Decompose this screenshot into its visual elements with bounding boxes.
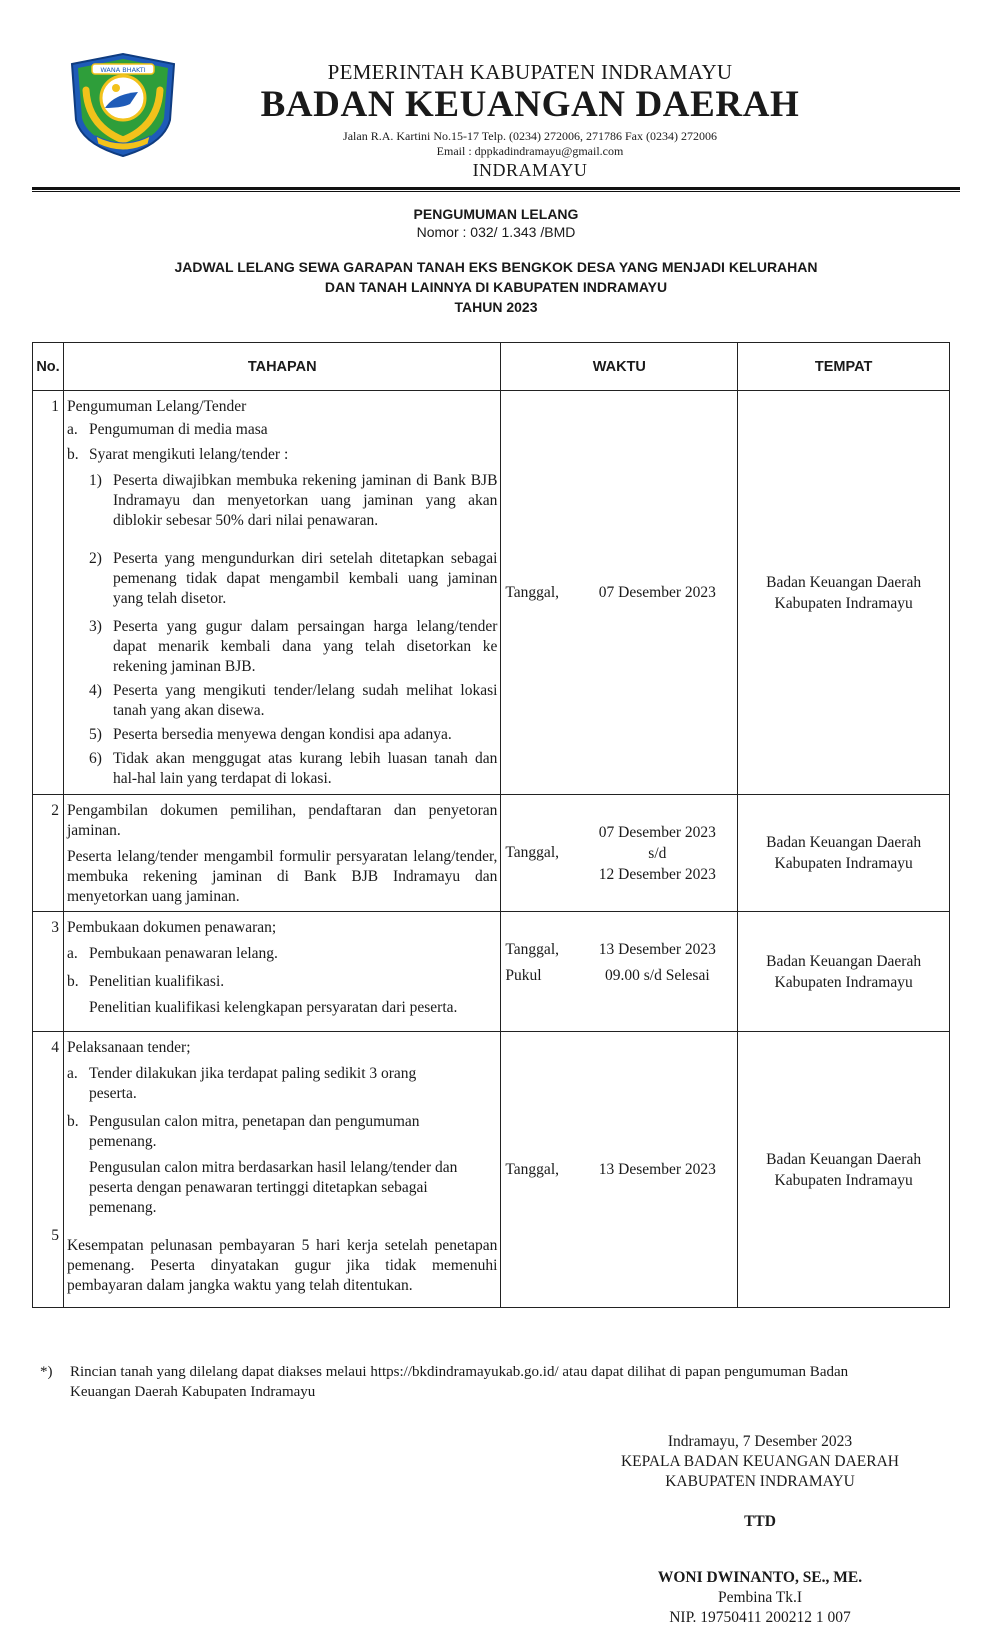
stage-subitem (67, 1112, 497, 1152)
stage-subitem (67, 445, 497, 465)
table-row (33, 795, 950, 912)
row-place (738, 1032, 950, 1308)
announcement-title: PENGUMUMAN LELANG (413, 206, 579, 222)
payment-deadline-text: Kesempatan pelunasan pembayaran 5 hari kerja setelah penetapan pemenang. Peserta dinyatakan gugur jika tidak memenuhi pembayaran dalam jangka waktu yang telah ditentukan. (66, 1237, 498, 1294)
time-to: 12 Desember 2023 (598, 865, 716, 883)
row-number: 3 (33, 912, 64, 1032)
header-tahapan: TAHAPAN (63, 343, 500, 391)
requirement-text: Peserta yang mengundurkan diri setelah ditetapkan sebagai pemenang tidak dapat mengambil kembali uang jaminan yang telah disetor. (112, 550, 498, 607)
time-value: 13 Desember 2023 (598, 1160, 716, 1178)
requirement-text: Peserta yang gugur dalam persaingan harga lelang/tender dapat menarik kembali dana yang telah disetorkan ke rekening jaminan BJB. (112, 618, 498, 675)
subitem-text: Pengumuman di media masa (88, 421, 268, 438)
place-line1: Badan Keuangan Daerah (766, 1150, 922, 1168)
agency-name: BADAN KEUANGAN DAERAH (260, 84, 800, 125)
place-line2: Kabupaten Indramayu (774, 973, 913, 991)
row-place (738, 912, 950, 1032)
place-line1: Badan Keuangan Daerah (766, 952, 922, 970)
agency-address: Jalan R.A. Kartini No.15-17 Telp. (0234) 272006, 271786 Fax (0234) 272006 (343, 129, 717, 143)
subitem-label: a. (66, 945, 78, 962)
agency-email: Email : dppkadindramayu@gmail.com (436, 144, 624, 158)
time-label: Tanggal, (505, 583, 559, 601)
schedule-table (32, 342, 950, 1308)
subitem-text: Pembukaan penawaran lelang. (88, 945, 278, 962)
time-value: 13 Desember 2023 (598, 941, 716, 958)
table-header-row (33, 343, 950, 391)
stage-subitem (67, 1064, 497, 1104)
stage-title: Pengumuman Lelang/Tender (66, 398, 247, 415)
time-value: 07 Desember 2023 (598, 583, 716, 601)
stage-title: Pembukaan dokumen penawaran; (66, 919, 277, 936)
stage-subitem (67, 972, 497, 992)
hour-value: 09.00 s/d Selesai (605, 967, 710, 984)
subitem-text: Penelitian kualifikasi. (88, 973, 225, 990)
requirement-number: 3) (88, 618, 102, 635)
requirement-item (67, 749, 497, 789)
agency-city: INDRAMAYU (472, 160, 588, 180)
stage-title: Pengambilan dokumen pemilihan, pendaftaran dan penyetoran jaminan. (66, 802, 498, 839)
subitem-text: Syarat mengikuti lelang/tender : (88, 446, 289, 463)
subitem-label: b. (66, 1113, 79, 1130)
logo-motto-text: WANA BHAKTI (100, 66, 146, 74)
row-time (501, 795, 738, 912)
row-place (738, 795, 950, 912)
regency-logo-icon (64, 50, 182, 160)
requirement-number: 6) (88, 750, 102, 767)
row-time (501, 912, 738, 1032)
letterhead-divider-thin (32, 191, 960, 192)
place-line2: Kabupaten Indramayu (774, 1171, 913, 1189)
place-line1: Badan Keuangan Daerah (766, 573, 922, 591)
requirement-item (67, 681, 497, 721)
subitem-text: Pengusulan calon mitra, penetapan dan pengumuman pemenang. (88, 1113, 420, 1150)
row-number (33, 1032, 64, 1308)
time-label: Tanggal, (505, 941, 559, 958)
time-label: Tanggal, (505, 844, 559, 861)
subitem-description: Penelitian kualifikasi kelengkapan persyaratan dari peserta. (88, 999, 458, 1016)
row-place (738, 391, 950, 795)
schedule-heading-line1: JADWAL LELANG SEWA GARAPAN TANAH EKS BENGKOK DESA YANG MENJADI KELURAHAN (174, 259, 818, 275)
requirement-number: 5) (88, 726, 102, 743)
table-row (33, 1032, 950, 1308)
row-stage (63, 795, 500, 912)
sign-nip: NIP. 19750411 200212 1 007 (669, 1609, 851, 1626)
requirement-number: 4) (88, 682, 102, 699)
footnote-mark: *) (40, 1364, 53, 1380)
header-tempat: TEMPAT (738, 343, 950, 391)
requirement-item (67, 549, 497, 609)
letterhead (200, 60, 860, 181)
signature-block (610, 1432, 910, 1628)
footnote-text: Rincian tanah yang dilelang dapat diakses melaui https://bkdindramayukab.go.id/ atau dapat dilihat di papan pengumuman Badan Keuangan Daerah Kabupaten Indramayu (70, 1364, 849, 1400)
time-from: 07 Desember 2023 (598, 823, 716, 841)
row-stage (63, 1032, 500, 1308)
subitem-description: Pengusulan calon mitra berdasarkan hasil lelang/tender dan peserta dengan penawaran tertinggi ditetapkan sebagai pemenang. (88, 1159, 458, 1216)
header-no: No. (33, 343, 64, 391)
sign-place-date: Indramayu, 7 Desember 2023 (667, 1433, 853, 1450)
table-row (33, 391, 950, 795)
requirement-item (67, 725, 497, 745)
footnote (40, 1362, 900, 1402)
subitem-label: a. (66, 1065, 78, 1082)
row-number: 1 (33, 391, 64, 795)
requirement-item (67, 471, 497, 531)
announcement-title-block (40, 205, 952, 317)
requirement-text: Tidak akan menggugat atas kurang lebih luasan tanah dan hal-hal lain yang terdapat di lokasi. (112, 750, 498, 787)
letterhead-divider (32, 187, 960, 190)
sign-ttd: TTD (744, 1513, 776, 1530)
schedule-heading-line3: TAHUN 2023 (454, 299, 538, 315)
requirement-text: Peserta yang mengikuti tender/lelang sudah melihat lokasi tanah yang akan disewa. (112, 682, 498, 719)
time-separator: s/d (648, 844, 667, 862)
subitem-text: Tender dilakukan jika terdapat paling sedikit 3 orang peserta. (88, 1065, 417, 1102)
time-label: Tanggal, (505, 1160, 559, 1178)
place-line1: Badan Keuangan Daerah (766, 834, 922, 851)
requirement-text: Peserta diwajibkan membuka rekening jaminan di Bank BJB Indramayu dan menyetorkan uang jaminan yang akan diblokir sebesar 50% dari nilai penawaran. (112, 472, 498, 529)
table-row (33, 912, 950, 1032)
government-name: PEMERINTAH KABUPATEN INDRAMAYU (327, 60, 733, 84)
row-number-5: 5 (51, 1227, 59, 1244)
subitem-label: b. (66, 446, 79, 463)
announcement-number: Nomor : 032/ 1.343 /BMD (416, 224, 576, 240)
place-line2: Kabupaten Indramayu (774, 855, 913, 872)
row-number: 2 (33, 795, 64, 912)
place-line2: Kabupaten Indramayu (774, 594, 913, 612)
subitem-label: a. (66, 421, 78, 438)
subitem-label: b. (66, 973, 79, 990)
header-waktu: WAKTU (501, 343, 738, 391)
row-time (501, 391, 738, 795)
requirement-number: 1) (88, 472, 102, 489)
stage-subitem (67, 420, 497, 440)
requirement-number: 2) (88, 550, 102, 567)
stage-description: Peserta lelang/tender mengambil formulir persyaratan lelang/tender, membuka rekening jaminan di Bank BJB Indramayu dan menyetorkan uang jaminan. (66, 848, 498, 905)
hour-label: Pukul (505, 967, 542, 984)
requirement-text: Peserta bersedia menyewa dengan kondisi apa adanya. (112, 726, 452, 743)
row-stage (63, 391, 500, 795)
row-number-4: 4 (51, 1039, 59, 1056)
requirement-item (67, 617, 497, 677)
sign-position-line2: KABUPATEN INDRAMAYU (665, 1473, 855, 1490)
stage-subitem (67, 944, 497, 964)
row-stage (63, 912, 500, 1032)
schedule-heading-line2: DAN TANAH LAINNYA DI KABUPATEN INDRAMAYU (324, 279, 668, 295)
row-time (501, 1032, 738, 1308)
sign-position-line1: KEPALA BADAN KEUANGAN DAERAH (620, 1453, 899, 1470)
stage-title: Pelaksanaan tender; (66, 1039, 191, 1056)
sign-name: WONI DWINANTO, SE., ME. (657, 1569, 863, 1586)
sign-rank: Pembina Tk.I (717, 1589, 803, 1606)
